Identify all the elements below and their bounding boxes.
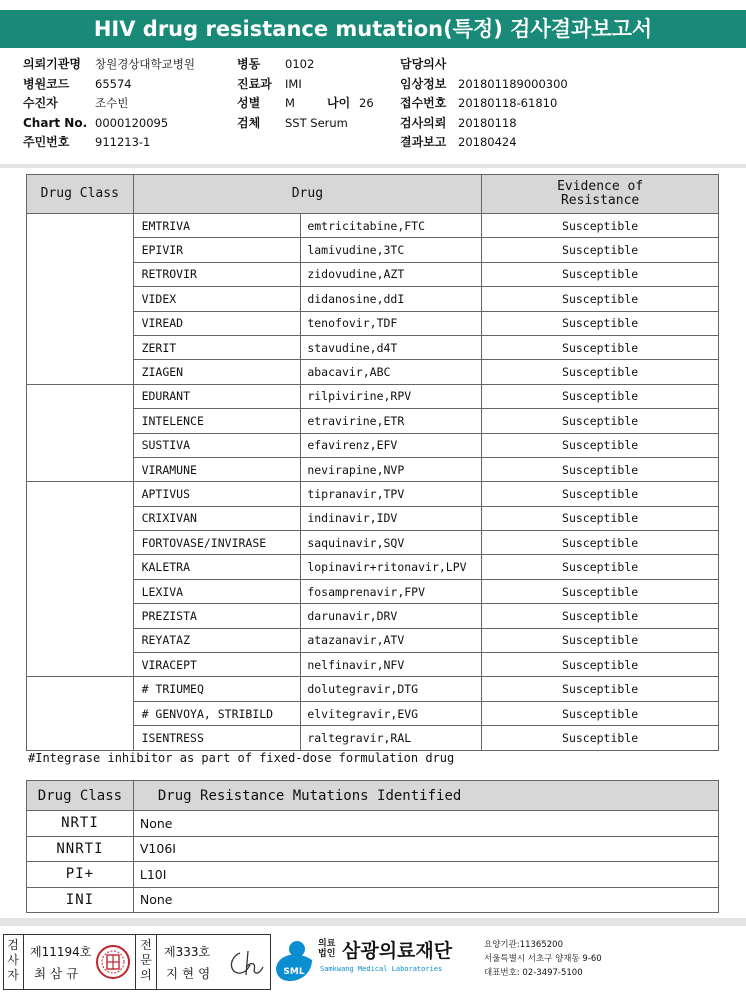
patient-field bbox=[400, 133, 517, 152]
lab-english-name: Samkwang Medical Laboratories bbox=[320, 965, 443, 973]
mutation-cell: L10I bbox=[133, 862, 718, 888]
header-drug-class: Drug Class bbox=[27, 781, 134, 811]
field-label: 병동 bbox=[237, 57, 261, 71]
field-value: M bbox=[285, 96, 295, 110]
evidence-cell: Susceptible bbox=[482, 457, 719, 481]
field-label: 진료과 bbox=[237, 76, 272, 91]
reviewer-label bbox=[137, 938, 155, 983]
field-value: SST Serum bbox=[285, 115, 348, 130]
field-value: 20180118-61810 bbox=[458, 96, 558, 110]
handwritten-signature-icon bbox=[226, 945, 266, 979]
field-label: 수진자 bbox=[23, 96, 58, 110]
table-row bbox=[27, 862, 719, 888]
generic-name-cell: etravirine,ETR bbox=[301, 409, 482, 433]
logo-text: SML bbox=[283, 967, 305, 977]
examiner-name: 최 삼 규 bbox=[34, 966, 79, 981]
table-row bbox=[27, 836, 719, 862]
brand-name-cell: FORTOVASE/INVIRASE bbox=[133, 531, 301, 555]
brand-name-cell: PREZISTA bbox=[133, 604, 301, 628]
evidence-cell: Susceptible bbox=[482, 335, 719, 359]
patient-field bbox=[237, 114, 348, 133]
evidence-cell: Susceptible bbox=[482, 677, 719, 701]
field-label: 주민번호 bbox=[23, 135, 70, 149]
table-header-row bbox=[27, 175, 719, 214]
evidence-cell: Susceptible bbox=[482, 482, 719, 506]
field-label: 결과보고 bbox=[400, 135, 447, 149]
brand-name-cell: CRIXIVAN bbox=[133, 506, 301, 530]
header-evidence: Evidence of Resistance bbox=[482, 175, 719, 214]
generic-name-cell: fosamprenavir,FPV bbox=[301, 579, 482, 603]
vertical-label-char: 사 bbox=[7, 953, 19, 967]
field-value: IMI bbox=[285, 76, 302, 91]
patient-field bbox=[237, 75, 302, 94]
brand-name-cell: ZERIT bbox=[133, 335, 301, 359]
field-label: 임상정보 bbox=[400, 76, 447, 91]
examiner-license: 제11194호 bbox=[30, 945, 92, 959]
field-label: 검체 bbox=[237, 115, 261, 130]
lab-code: 요양기관:11365200 bbox=[484, 940, 563, 950]
evidence-cell: Susceptible bbox=[482, 726, 719, 750]
evidence-cell: Susceptible bbox=[482, 384, 719, 408]
mutation-cell: None bbox=[133, 811, 718, 837]
divider bbox=[0, 164, 746, 168]
brand-name-cell: VIDEX bbox=[133, 287, 301, 311]
field-value: 20180118 bbox=[458, 115, 517, 130]
brand-name-cell: # GENVOYA, STRIBILD bbox=[133, 701, 301, 725]
generic-name-cell: didanosine,ddI bbox=[301, 287, 482, 311]
evidence-cell: Susceptible bbox=[482, 555, 719, 579]
evidence-cell: Susceptible bbox=[482, 287, 719, 311]
generic-name-cell: lamivudine,3TC bbox=[301, 238, 482, 262]
evidence-cell: Susceptible bbox=[482, 409, 719, 433]
field-label: 성별 bbox=[237, 96, 261, 110]
lab-phone: 대표번호: 02-3497-5100 bbox=[484, 968, 583, 978]
drug-class-cell: INI bbox=[27, 887, 134, 913]
lab-name: 삼광의료재단 bbox=[342, 940, 453, 962]
generic-name-cell: raltegravir,RAL bbox=[301, 726, 482, 750]
brand-name-cell: VIRACEPT bbox=[133, 653, 301, 677]
generic-name-cell: atazanavir,ATV bbox=[301, 628, 482, 652]
generic-name-cell: nelfinavir,NFV bbox=[301, 653, 482, 677]
field-value: 911213-1 bbox=[95, 135, 151, 149]
field-label: 검사의뢰 bbox=[400, 115, 447, 130]
brand-name-cell: KALETRA bbox=[133, 555, 301, 579]
field-label: 병원코드 bbox=[23, 76, 70, 91]
drug-class-cell bbox=[27, 214, 134, 385]
field-value: 201801189000300 bbox=[458, 76, 568, 91]
examiner-seal-icon bbox=[95, 944, 131, 980]
table-header-row bbox=[27, 781, 719, 811]
generic-name-cell: emtricitabine,FTC bbox=[301, 214, 482, 238]
field-label: Chart No. bbox=[23, 115, 88, 130]
generic-name-cell: saquinavir,SQV bbox=[301, 531, 482, 555]
table-row bbox=[27, 214, 719, 238]
signature-box bbox=[3, 934, 271, 990]
generic-name-cell: rilpivirine,RPV bbox=[301, 384, 482, 408]
drug-susceptibility-table bbox=[26, 174, 719, 751]
vertical-label-char: 검 bbox=[7, 938, 19, 952]
field-value: 창원경상대학교병원 bbox=[95, 57, 195, 71]
examiner-label bbox=[4, 938, 22, 983]
brand-name-cell: SUSTIVA bbox=[133, 433, 301, 457]
generic-name-cell: indinavir,IDV bbox=[301, 506, 482, 530]
evidence-cell: Susceptible bbox=[482, 238, 719, 262]
patient-field bbox=[400, 55, 458, 74]
field-value: 조수빈 bbox=[95, 96, 129, 110]
brand-name-cell: ISENTRESS bbox=[133, 726, 301, 750]
generic-name-cell: abacavir,ABC bbox=[301, 360, 482, 384]
generic-name-cell: elvitegravir,EVG bbox=[301, 701, 482, 725]
generic-name-cell: darunavir,DRV bbox=[301, 604, 482, 628]
patient-field bbox=[400, 114, 517, 133]
patient-field bbox=[23, 55, 195, 74]
field-label: 의뢰기관명 bbox=[23, 57, 81, 71]
field-value: 20180424 bbox=[458, 135, 517, 149]
patient-field bbox=[23, 114, 168, 133]
vertical-label-char: 전 bbox=[140, 938, 152, 952]
vertical-label-char: 의 bbox=[140, 968, 152, 982]
patient-field bbox=[23, 94, 128, 113]
footnote: #Integrase inhibitor as part of fixed-dose formulation drug bbox=[28, 751, 455, 765]
lab-prefix-top: 의료 bbox=[318, 939, 336, 949]
evidence-cell: Susceptible bbox=[482, 604, 719, 628]
field-label: 담당의사 bbox=[400, 57, 447, 71]
patient-field bbox=[400, 94, 557, 113]
patient-field bbox=[400, 75, 568, 94]
table-row bbox=[27, 482, 719, 506]
table-row bbox=[27, 887, 719, 913]
evidence-cell: Susceptible bbox=[482, 360, 719, 384]
table-row bbox=[27, 384, 719, 408]
patient-field bbox=[237, 55, 314, 74]
brand-name-cell: VIRAMUNE bbox=[133, 457, 301, 481]
generic-name-cell: stavudine,d4T bbox=[301, 335, 482, 359]
sml-logo-icon bbox=[272, 936, 314, 982]
brand-name-cell: RETROVIR bbox=[133, 262, 301, 286]
evidence-cell: Susceptible bbox=[482, 628, 719, 652]
reviewer-name: 지 현 영 bbox=[166, 966, 211, 981]
brand-name-cell: APTIVUS bbox=[133, 482, 301, 506]
reviewer-license: 제333호 bbox=[164, 945, 211, 959]
field-value: 0000120095 bbox=[95, 115, 169, 130]
patient-field bbox=[237, 94, 295, 113]
mutation-table bbox=[26, 780, 719, 913]
drug-class-cell bbox=[27, 384, 134, 482]
header-drug-class: Drug Class bbox=[27, 175, 134, 214]
table-row bbox=[27, 677, 719, 701]
generic-name-cell: dolutegravir,DTG bbox=[301, 677, 482, 701]
generic-name-cell: efavirenz,EFV bbox=[301, 433, 482, 457]
brand-name-cell: EMTRIVA bbox=[133, 214, 301, 238]
field-label: 접수번호 bbox=[400, 96, 447, 110]
divider bbox=[0, 918, 746, 926]
field-value: 26 bbox=[359, 96, 374, 110]
table-row bbox=[27, 811, 719, 837]
drug-class-cell bbox=[27, 677, 134, 750]
drug-class-cell bbox=[27, 482, 134, 677]
drug-class-cell: NNRTI bbox=[27, 836, 134, 862]
lab-prefix-bottom: 법인 bbox=[318, 949, 336, 959]
evidence-cell: Susceptible bbox=[482, 311, 719, 335]
evidence-cell: Susceptible bbox=[482, 701, 719, 725]
evidence-cell: Susceptible bbox=[482, 433, 719, 457]
evidence-cell: Susceptible bbox=[482, 579, 719, 603]
mutation-cell: V106I bbox=[133, 836, 718, 862]
generic-name-cell: tipranavir,TPV bbox=[301, 482, 482, 506]
report-title: HIV drug resistance mutation(특정) 검사결과보고서 bbox=[0, 10, 746, 48]
evidence-cell: Susceptible bbox=[482, 214, 719, 238]
evidence-cell: Susceptible bbox=[482, 262, 719, 286]
field-value: 0102 bbox=[285, 57, 315, 71]
generic-name-cell: nevirapine,NVP bbox=[301, 457, 482, 481]
generic-name-cell: tenofovir,TDF bbox=[301, 311, 482, 335]
brand-name-cell: EPIVIR bbox=[133, 238, 301, 262]
patient-field bbox=[23, 75, 132, 94]
brand-name-cell: REYATAZ bbox=[133, 628, 301, 652]
field-value: 65574 bbox=[95, 76, 132, 91]
evidence-cell: Susceptible bbox=[482, 653, 719, 677]
patient-field bbox=[23, 133, 150, 152]
drug-class-cell: NRTI bbox=[27, 811, 134, 837]
brand-name-cell: INTELENCE bbox=[133, 409, 301, 433]
field-label: 나이 bbox=[327, 96, 351, 110]
vertical-label-char: 자 bbox=[7, 968, 19, 982]
lab-address: 서울특별시 서초구 양재동 9-60 bbox=[484, 954, 602, 964]
patient-field-age bbox=[327, 94, 374, 113]
brand-name-cell: ZIAGEN bbox=[133, 360, 301, 384]
vertical-label-char: 문 bbox=[140, 953, 152, 967]
generic-name-cell: lopinavir+ritonavir,LPV bbox=[301, 555, 482, 579]
evidence-cell: Susceptible bbox=[482, 531, 719, 555]
brand-name-cell: EDURANT bbox=[133, 384, 301, 408]
brand-name-cell: # TRIUMEQ bbox=[133, 677, 301, 701]
brand-name-cell: LEXIVA bbox=[133, 579, 301, 603]
brand-name-cell: VIREAD bbox=[133, 311, 301, 335]
header-mutations: Drug Resistance Mutations Identified bbox=[133, 781, 718, 811]
drug-class-cell: PI+ bbox=[27, 862, 134, 888]
evidence-cell: Susceptible bbox=[482, 506, 719, 530]
generic-name-cell: zidovudine,AZT bbox=[301, 262, 482, 286]
header-drug: Drug bbox=[133, 175, 482, 214]
mutation-cell: None bbox=[133, 887, 718, 913]
